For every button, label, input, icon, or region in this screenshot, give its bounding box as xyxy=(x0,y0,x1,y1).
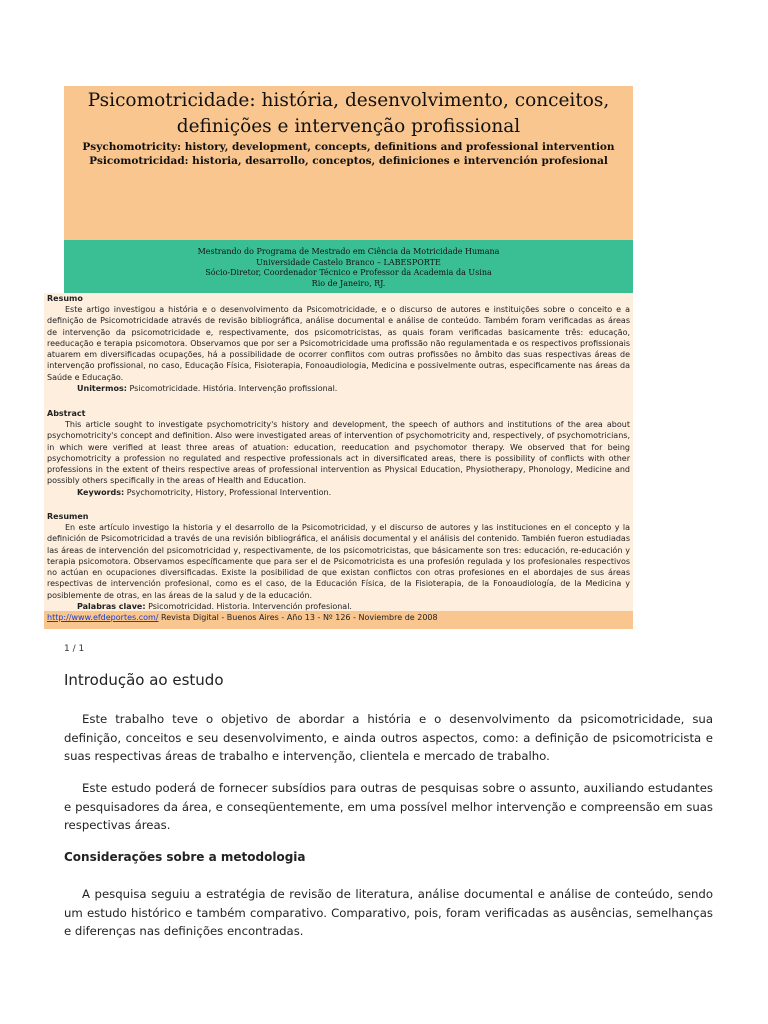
author-line: Mestrando do Programa de Mestrado em Ciência da Motricidade Humana xyxy=(197,247,500,256)
keywords-label: Unitermos: xyxy=(77,384,127,394)
resumo-keywords xyxy=(77,383,630,394)
title-english: Psychomotricity: history, development, concepts, definitions and professional intervention xyxy=(82,141,615,153)
abstract-section xyxy=(47,408,630,498)
citation-text: Revista Digital - Buenos Aires - Año 13 - Nº 126 - Noviembre de 2008 xyxy=(158,613,438,622)
body-paragraph: Este estudo poderá de fornecer subsídios para outras de pesquisas sobre o assunto, auxiliando estudantes e pesquisadores da área, e conseqüentemente, em uma possível melhor intervenção e compreensão em suas respectivas áreas. xyxy=(64,781,713,832)
resumo-section xyxy=(47,293,630,394)
body-paragraph: A pesquisa seguiu a estratégia de revisão de literatura, análise documental e análise de conteúdo, sendo um estudo histórico e também comparativo. Comparativo, pois, foram verificadas as ausências, semelhanças e diferenças nas definições encontradas. xyxy=(64,887,713,938)
article-title: Psicomotricidade: história, desenvolvimento, conceitos, definições e intervenção profissional xyxy=(87,90,610,137)
resumen-heading: Resumen xyxy=(47,512,89,521)
title-spanish: Psicomotricidad: historia, desarrollo, conceptos, definiciones e intervención profesional xyxy=(89,155,608,167)
resumo-text: Este artigo investigou a história e o desenvolvimento da Psicomotricidade, e o discurso de autores e instituições sobre o conceito e a definição de Psicomotricidade através de revisão bibliográfica, análise documental e análise de conteúdo. Também foram verificadas as áreas de intervenção da psicomotricidade e, respectivamente, dos psicomotricistas, as quais foram verificadas basicamente três: educação, reeducação e terapia psicomotora. Observamos que por ser a Psicomotricidade uma profissão não regulamentada e os respectivos profissionais atuarem em diversificadas ocupações, há a possibilidade de ocorrer conflitos com outras profissões no âmbito das suas respectivas áreas de intervenção profissional, no caso, Educação Física, Fisioterapia, Fonoaudiologia, Medicina e possivelmente outras, especificamente nas áreas da Saúde e Educação. xyxy=(47,305,630,382)
author-line: Universidade Castelo Branco – LABESPORTE xyxy=(256,257,441,267)
keywords-value: Psicomotricidade. História. Intervenção profissional. xyxy=(126,384,338,394)
abstract-keywords xyxy=(77,487,630,498)
abstract-heading: Abstract xyxy=(47,409,86,418)
author-line: Sócio-Diretor, Coordenador Técnico e Professor da Academia da Usina xyxy=(205,268,492,277)
keywords-value: Psicomotricidad. Historia. Intervención profesional. xyxy=(145,602,352,612)
efdeportes-link[interactable]: http://www.efdeportes.com/ xyxy=(47,613,159,622)
section-title-introduction: Introdução ao estudo xyxy=(64,671,224,689)
section-title-methodology: Considerações sobre a metodologia xyxy=(64,850,306,864)
resumo-heading: Resumo xyxy=(47,294,83,303)
body-paragraph: Este trabalho teve o objetivo de abordar a história e o desenvolvimento da psicomotricidade, sua definição, conceitos e seu desenvolvimento, e ainda outros aspectos, como: a definição de psicomotricista e suas respectivas áreas de trabalho e intervenção, clientela e mercado de trabalho. xyxy=(64,712,713,763)
abstract-text: This article sought to investigate psychomotricity's history and development, the speech of authors and institutions of the area about psychomotricity's concept and definition. Also were investigated areas of intervention of psychomotricity and, respectively, of psychomotricians, in which were verified at least three areas of atuation: education, reeducation and psychomotor therapy. We observed that for being psychomotricity a profession no regulated and respective professionals act in diversificated areas, there is possibility of conflicts with other professions in the extent of theirs respective areas of professional intervention as Physical Education, Physiotherapy, Phonology, Medicine and possibly others specifically in the areas of Health and Education. xyxy=(47,420,630,486)
article-header xyxy=(64,86,633,240)
citation-bar xyxy=(44,611,633,629)
page-indicator: 1 / 1 xyxy=(64,644,85,654)
resumen-text: En este artículo investigo la historia y el desarrollo de la Psicomotricidad, y el discurso de autores y las instituciones en el concepto y la definición de Psicomotricidad a través de una revisión bibliográfica, el análisis documental y el análisis del contenido. También fueron estudiadas las áreas de intervención del psicomotricidad y, respectivamente, de los psicomotricistas, que básicamente son tres: educación, re-educación y terapia psicomotora. Observamos específicamente que para ser el de Psicomotricista es una profesión regulada y los profesionales respectivos no actúan en ocupaciones diversificadas. Existe la posibilidad de que existan conflictos con otras profesiones en el abordajes de sus áreas respectivas de intervención profesional, como es el caso, de la Educación Física, de la Fisioterapia, de la Fonoaudiología, de la Medicina y posiblemente de otras, en las áreas de la salud y de la educación. xyxy=(47,523,630,600)
author-info xyxy=(64,240,633,293)
resumen-section xyxy=(47,511,630,612)
author-line: Rio de Janeiro, RJ. xyxy=(311,278,386,288)
keywords-label: Palabras clave: xyxy=(77,602,146,612)
keywords-label: Keywords: xyxy=(77,487,125,497)
abstracts-panel xyxy=(44,293,633,611)
keywords-value: Psychomotricity, History, Professional Intervention. xyxy=(124,487,332,497)
